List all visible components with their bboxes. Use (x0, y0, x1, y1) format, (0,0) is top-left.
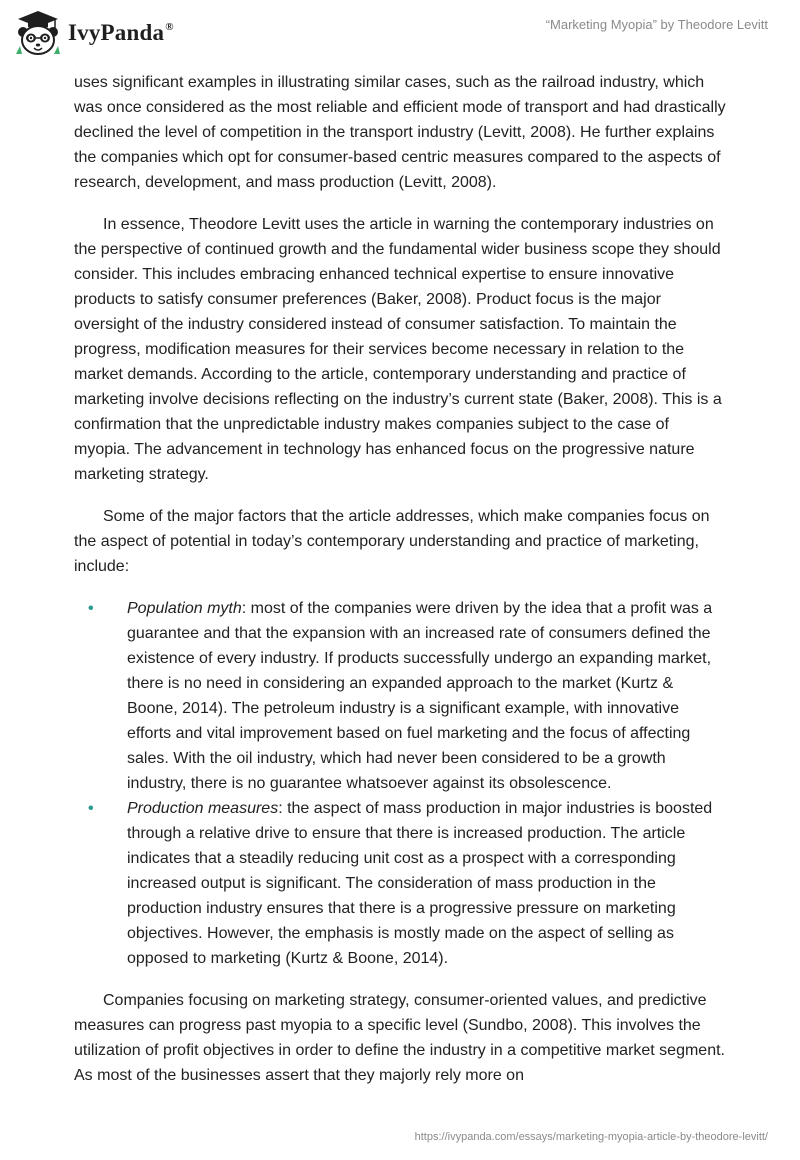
essay-content (74, 70, 726, 1105)
brand-name: IvyPanda® (68, 20, 174, 45)
list-item-text: : most of the companies were driven by the idea that a profit was a guarantee and that the expansion with an increased rate of consumers defined the existence of every industry. If products successfully undergo an expanding market, there is no need in considering an expanded approach to the market (Kurtz & Boone, 2014). The petroleum industry is a significant example, with innovative efforts and vital improvement based on fuel marketing and the focus of affecting sales. With the oil industry, which had never been considered to be a growth industry, there is no guarantee whatsoever against its obsolescence. (127, 600, 713, 792)
list-item-term: Population myth (127, 600, 242, 617)
paragraph: uses significant examples in illustrating similar cases, such as the railroad industry, which was once considered as the most reliable and efficient mode of transport and had drastically declined the level of competition in the transport industry (Levitt, 2008). He further explains the companies which opt for consumer-based centric measures compared to the aspects of research, development, and mass production (Levitt, 2008). (74, 74, 726, 191)
panda-logo-icon (14, 10, 62, 56)
list-item (74, 596, 726, 796)
paragraph: Companies focusing on marketing strategy, consumer-oriented values, and predictive measures can progress past myopia to a specific level (Sundbo, 2008). This involves the utilization of profit objectives in order to define the industry in a competitive market segment. As most of the businesses assert that they majorly rely more on (74, 992, 725, 1084)
factor-list (74, 596, 726, 971)
list-item-text: : the aspect of mass production in major industries is boosted through a relative drive to ensure that there is increased production. The article indicates that a steadily reducing unit cost as a prospect with a corresponding increased output is significant. The consideration of mass production in the production industry ensures that there is a progressive pressure on marketing objectives. However, the emphasis is mostly made on the aspect of selling as opposed to marketing (Kurtz & Boone, 2014). (127, 800, 713, 967)
source-url[interactable]: https://ivypanda.com/essays/marketing-myopia-article-by-theodore-levitt/ (414, 1131, 768, 1143)
paragraph: In essence, Theodore Levitt uses the article in warning the contemporary industries on the perspective of continued growth and the fundamental wider business scope they should consider. This includes embracing enhanced technical expertise to ensure innovative products to satisfy consumer preferences (Baker, 2008). Product focus is the major oversight of the industry considered instead of consumer satisfaction. To maintain the progress, modification measures for their services become necessary in relation to the market demands. According to the article, contemporary understanding and practice of marketing involve decisions reflecting on the industry’s current state (Baker, 2008). This is a confirmation that the unpredictable industry makes companies subject to the case of myopia. The advancement in technology has enhanced focus on the progressive nature marketing strategy. (74, 216, 722, 483)
paragraph: Some of the major factors that the article addresses, which make companies focus on the aspect of potential in today’s contemporary understanding and practice of marketing, include: (74, 508, 710, 575)
bullet-icon: • (88, 800, 94, 817)
list-item (74, 796, 726, 971)
page-header (0, 0, 800, 70)
logo[interactable] (14, 10, 174, 56)
document-title: “Marketing Myopia” by Theodore Levitt (545, 17, 768, 32)
list-item-term: Production measures (127, 800, 279, 817)
bullet-icon: • (88, 600, 94, 617)
